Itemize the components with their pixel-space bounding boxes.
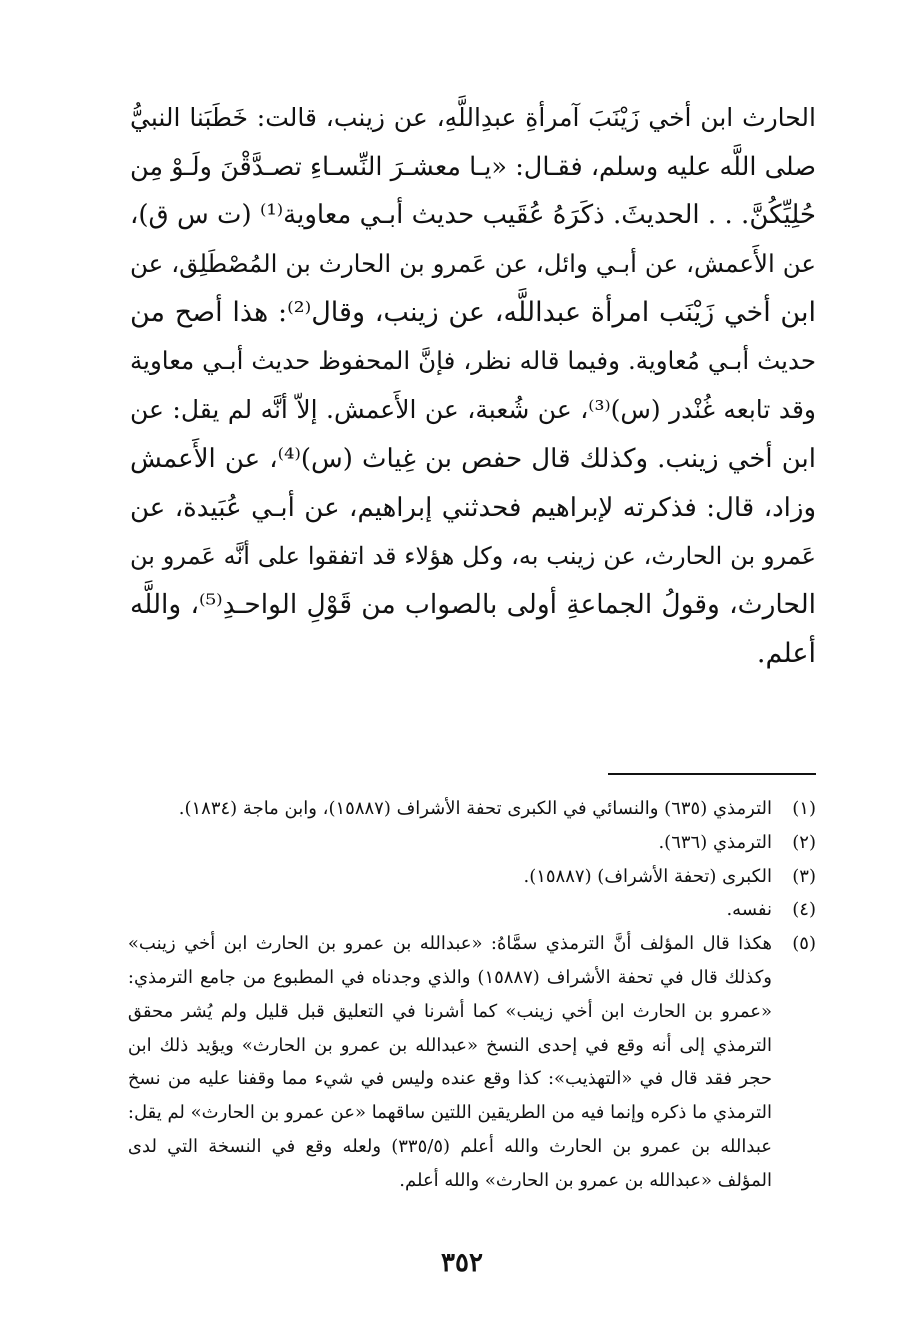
footnote-text xyxy=(130,860,772,894)
footnotes-block xyxy=(127,792,816,1198)
footnote-line: هكذا قال المؤلف أنَّ الترمذي سمَّاهُ: «عبدالله بن عمرو بن الحارث ابن أخي زينب» xyxy=(127,933,772,955)
footnote-text xyxy=(128,927,772,1197)
footnote-line: حجر فقد قال في «التهذيب»: كذا وقع عنده وليس في شيء مما وقفنا عليه من نسخ xyxy=(127,1068,772,1090)
footnote xyxy=(130,826,816,860)
main-text-line: الحارث ابن أخي زَيْنَبَ آمرأةِ عبدِاللَّهِ، عن زينب، قالت: خَطَبَنا النبيُّ xyxy=(130,103,816,132)
footnote-number: (٣) xyxy=(792,865,816,887)
footnote-number: (٥) xyxy=(792,933,816,955)
main-text-line: ابن أخي زينب. وكذلك قال حفص بن غِياث (س)⁽⁴⁾، عن الأَعمش xyxy=(130,443,816,474)
footnote-line: الترمذي إلى أنه وقع في إحدى النسخ «عبدالله بن عمرو بن الحارث» ويؤيد ذلك ابن xyxy=(127,1034,772,1056)
footnote-text xyxy=(130,893,772,927)
footnote-number: (٢) xyxy=(792,831,816,853)
page-number: ٣٥٢ xyxy=(441,1248,483,1278)
footnote xyxy=(130,893,816,927)
footnote-line: المؤلف «عبدالله بن عمرو بن الحارث» والله أعلم. xyxy=(399,1169,772,1191)
footnote-line: «عمرو بن الحارث ابن أخي زينب» كما أشرنا في التعليق قبل قليل ولم يُشر محقق xyxy=(127,1000,772,1022)
footnote-line: الترمذي ما ذكره وإنما فيه من الطريقين اللتين ساقهما «عن عمرو بن الحارث» لم يقل: xyxy=(127,1102,772,1124)
footnote-line: الترمذي (٦٣٦). xyxy=(658,831,772,853)
footnote-line: الترمذي (٦٣٥) والنسائي في الكبرى تحفة الأشراف (١٥٨٨٧)، وابن ماجة (١٨٣٤). xyxy=(178,798,772,819)
footnote-separator xyxy=(608,773,816,775)
main-text-line: حديث أبـي مُعاوية. وفيما قاله نظر، فإنَّ المحفوظ حديث أبـي معاوية xyxy=(130,346,816,376)
main-text-block xyxy=(130,94,816,678)
main-text-line: صلى اللَّه عليه وسلم، فقـال: «يـا معشـرَ النِّسـاءِ تصـدَّقْنَ ولَـوْ مِن xyxy=(130,151,816,182)
footnote-line: الكبرى (تحفة الأشراف) (١٥٨٨٧). xyxy=(523,865,772,887)
main-text-line: حُلِيِّكُنَّ. . . الحديثَ. ذكَرَهُ عُقَيب حديث أبـي معاوية⁽¹⁾ (ت س ق)، xyxy=(130,200,816,231)
footnote-number: (١) xyxy=(792,798,816,819)
main-text-line: وزاد، قال: فذكرته لإبراهيم فحدثني إبراهيم، عن أبـي عُبَيدة، عن xyxy=(130,492,816,523)
footnote xyxy=(127,927,816,1197)
footnote-line: نفسه. xyxy=(726,899,772,921)
footnote-line: عبدالله بن عمرو بن الحارث والله أعلم (٣٣٥/٥) ولعله وقع في النسخة التي لدى xyxy=(127,1135,772,1157)
main-text-line: عن الأَعمش، عن أبـي وائل، عن عَمرو بن الحارث بن المُصْطَلِق، عن xyxy=(130,249,816,279)
footnote-number: (٤) xyxy=(792,899,816,921)
main-text-line: الحارث، وقولُ الجماعةِ أولى بالصواب من قَوْلِ الواحـدِ⁽⁵⁾، واللَّه xyxy=(130,588,817,620)
footnote-text xyxy=(130,826,772,860)
footnote-line: وكذلك قال في تحفة الأشراف (١٥٨٨٧) والذي وجدناه في المطبوع من جامع الترمذي: xyxy=(127,966,772,988)
main-text-line: أعلم. xyxy=(756,637,816,669)
main-text-line: وقد تابعه غُنْدر (س)⁽³⁾، عن شُعبة، عن الأَعمش. إلاّ أنَّه لم يقل: عن xyxy=(130,395,816,425)
footnote xyxy=(130,792,816,826)
footnote-text xyxy=(130,792,772,826)
footnote xyxy=(130,860,816,894)
main-text-line: عَمرو بن الحارث، عن زينب به، وكل هؤلاء قد اتفقوا على أنَّه عَمرو بن xyxy=(130,542,816,571)
main-text-line: ابن أخي زَيْنَب امرأة عبداللَّه، عن زينب، وقال⁽²⁾: هذا أصح من xyxy=(130,296,816,328)
